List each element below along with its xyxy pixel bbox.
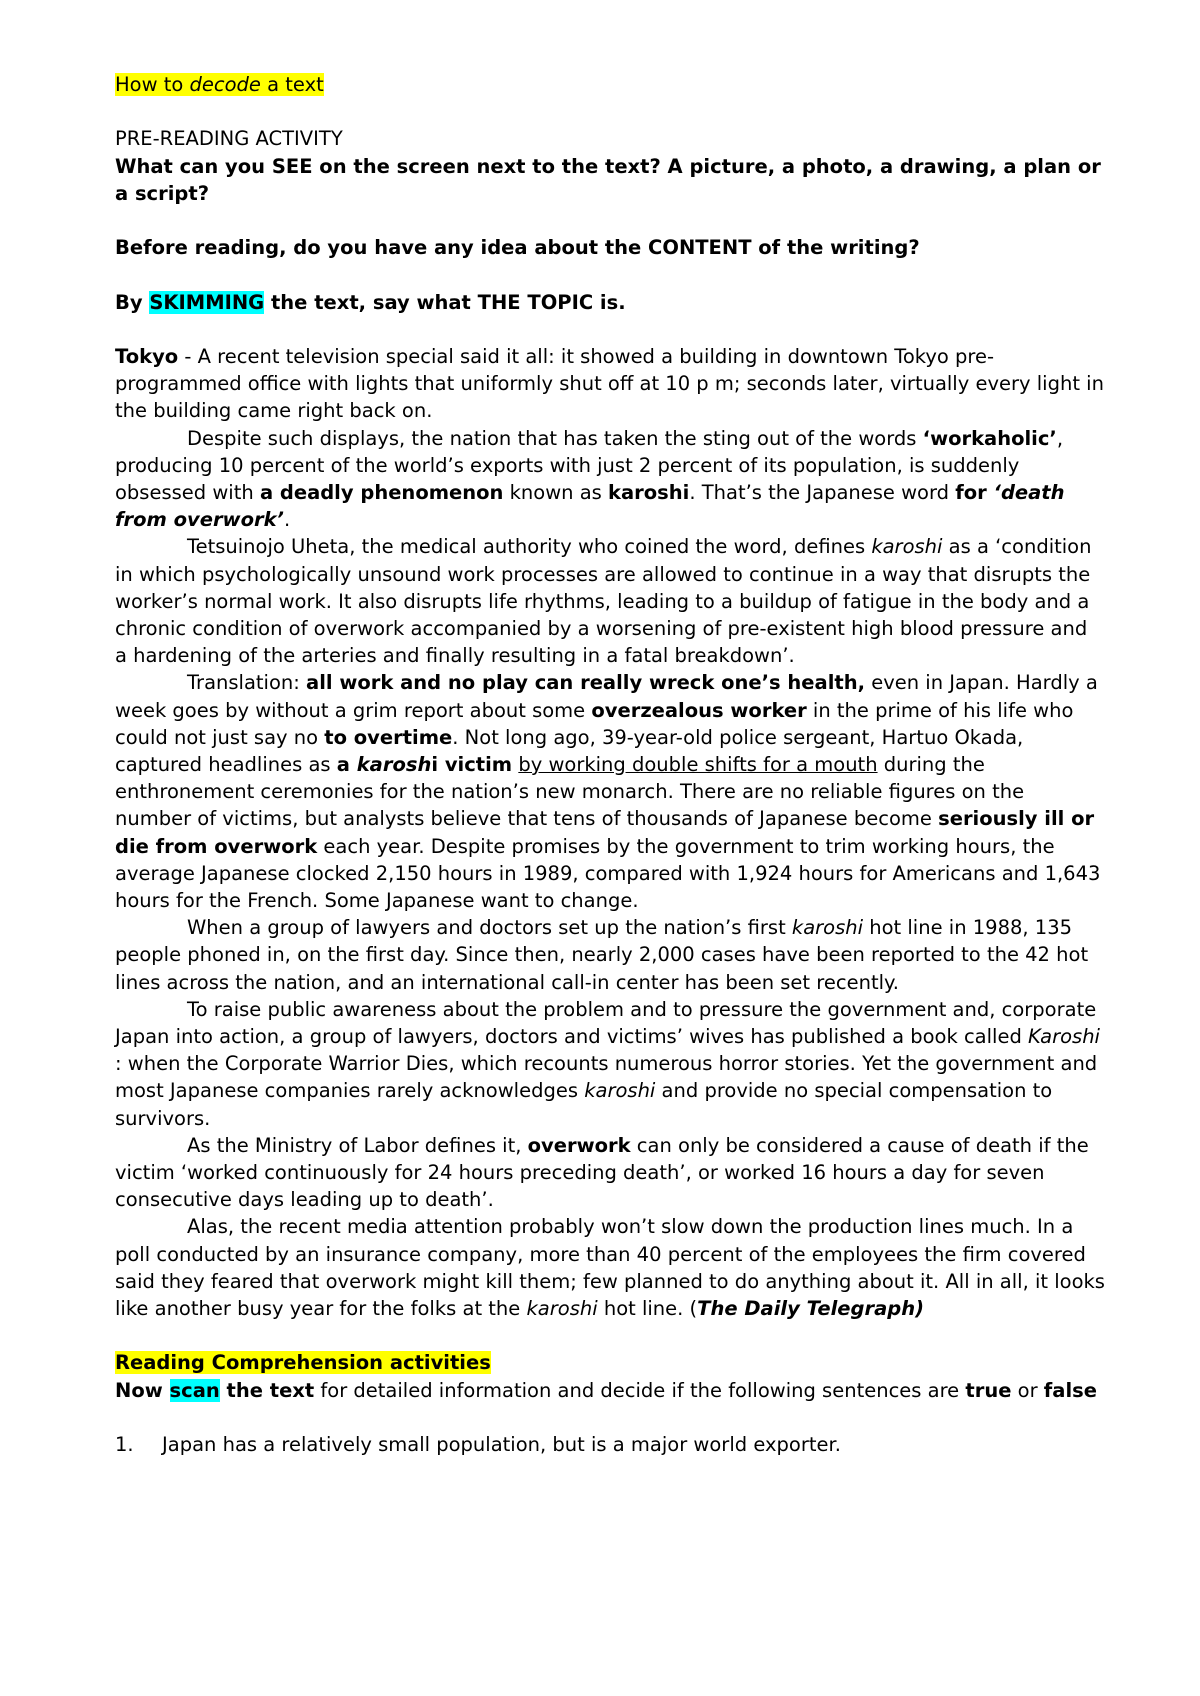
italic-term: karoshi (584, 1079, 656, 1103)
prereading-question-2 (115, 234, 1105, 261)
article-source: The Daily Telegraph) (697, 1297, 924, 1321)
bold-term: Now (115, 1378, 170, 1402)
paragraph-text: Alas, the recent media attention probably won’t slow down the production lines much. In a poll conducted by an insurance company, more than 40 percent of the employees the firm covered said they feared that overwork might kill them; few planned to do anything about it. All in all, it looks like another busy year for the folks at the (115, 1215, 1105, 1321)
paragraph-text: known as (503, 480, 609, 504)
paragraph-text: To raise public awareness about the problem and to pressure the government and, corporate Japan into action, a group of lawyers, doctors and victims’ wives has published a book called (115, 997, 1097, 1049)
underlined-phrase: by working double shifts for a mouth (518, 753, 878, 777)
title-text-start: How to (115, 73, 190, 96)
bold-term: a (336, 753, 357, 777)
paragraph-text: Tetsuinojo Uheta, the medical authority who coined the word, defines (187, 535, 872, 559)
paragraph-text: hot line. ( (597, 1297, 698, 1321)
italic-term: karoshi (526, 1297, 598, 1321)
comprehension-instructions (115, 1377, 1105, 1404)
paragraph-text: during the enthronement ceremonies for the nation’s new monarch. There are no reliable figures on the number of victims, but analysts believe that tens of thousands of Japanese become (115, 753, 1025, 831)
paragraph-text: . Not long ago, 39-year-old police sergeant, Hartuo Okada, captured headlines as (115, 725, 1024, 777)
question-1-text: What can you SEE on the screen next to the text? A picture, a photo, a drawing, a plan or a script? (115, 154, 1101, 205)
question-3-start: By (115, 290, 150, 314)
bold-term: all work and no play can really wreck one’s health, (306, 671, 865, 695)
spacer (115, 1404, 1105, 1431)
paragraph-text: in the prime of his life who could not just say no (115, 698, 1074, 749)
bold-term: for (955, 480, 994, 504)
paragraph-text: , producing 10 percent of the world’s exports with just 2 percent of its population, is suddenly obsessed with (115, 426, 1064, 504)
bold-term: karoshi (608, 480, 690, 504)
spacer (115, 207, 1105, 234)
bold-italic-term: karosh (356, 753, 432, 777)
document-title (115, 71, 1105, 98)
scan-highlight: scan (169, 1378, 220, 1402)
italic-term: karoshi (871, 535, 943, 559)
comprehension-heading-text: Reading Comprehension activities (115, 1351, 491, 1375)
paragraph-text: even in Japan. Hardly a week goes by without a grim report about some (115, 671, 1098, 722)
paragraph-text: . That’s the Japanese word (689, 480, 956, 504)
article-paragraph-7 (115, 1132, 1105, 1214)
article-paragraph-8 (115, 1213, 1105, 1322)
paragraph-text: : when the Corporate Warrior Dies, which recounts numerous horror stories. Yet the government and most Japanese companies rarely acknowledges (115, 1052, 1098, 1103)
paragraph-text: - A recent television special said it all: it showed a building in downtown Tokyo pre-programmed office with lights that uniformly shut off at 10 p m; seconds later, virtually every light in the building came right back on. (115, 344, 1104, 423)
paragraph-text: Translation: (187, 671, 307, 695)
paragraph-text: . (283, 508, 291, 532)
prereading-heading: PRE-READING ACTIVITY (115, 127, 343, 151)
question-3-end: the text, say what THE TOPIC is. (264, 290, 626, 314)
article-paragraph-3 (115, 533, 1105, 669)
paragraph-text: and provide no special compensation to survivors. (115, 1079, 1053, 1130)
paragraph-text: or (1011, 1378, 1044, 1402)
paragraph-text: Despite such displays, the nation that has taken the sting out of the words (187, 426, 923, 450)
title-highlight (115, 73, 324, 96)
statement-list (115, 1431, 1105, 1458)
skimming-highlight: SKIMMING (149, 290, 265, 314)
spacer (115, 261, 1105, 288)
italic-term: Karoshi (1028, 1025, 1100, 1049)
prereading-question-3 (115, 289, 1105, 316)
bold-term: a deadly phenomenon (259, 480, 504, 504)
title-emphasis: decode (189, 73, 261, 96)
article-dateline: Tokyo (115, 344, 179, 368)
list-item-text: Japan has a relatively small population, but is a major world exporter. (162, 1433, 841, 1457)
article-paragraph-2 (115, 425, 1105, 534)
bold-term: seriously ill or die from overwork (115, 807, 1095, 858)
spacer (115, 98, 1105, 125)
list-item (115, 1431, 1105, 1458)
spacer (115, 1322, 1105, 1349)
paragraph-text: hot line in 1988, 135 people phoned in, on the first day. Since then, nearly 2,000 cases have been reported to the 42 hot lines across the nation, and an international call-in center has been set recently. (115, 916, 1089, 994)
title-text-end: a text (260, 73, 324, 96)
bold-term: overwork (527, 1133, 631, 1157)
list-item-number: 1. (115, 1433, 134, 1457)
bold-term: ‘workaholic’ (922, 426, 1057, 450)
italic-term: karoshi (791, 916, 864, 940)
bold-term: true (965, 1378, 1012, 1402)
article-paragraph-5 (115, 914, 1105, 996)
paragraph-text: can only be considered a cause of death if the victim ‘worked continuously for 24 hours preceding death’, or worked 16 hours a day for seven consecutive days leading up to death’. (115, 1133, 1089, 1212)
bold-term: i victim (431, 753, 513, 777)
question-2-text: Before reading, do you have any idea about the CONTENT of the writing? (115, 236, 920, 260)
bold-term: the text (219, 1378, 315, 1402)
bold-term: overzealous worker (591, 698, 807, 722)
comprehension-heading (115, 1349, 1105, 1376)
paragraph-text: each year. Despite promises by the government to trim working hours, the average Japanese clocked 2,150 hours in 1989, compared with 1,924 hours for Americans and 1,643 hours for the French. Some Japanese want to change. (115, 834, 1101, 913)
bold-term: to overtime (324, 725, 453, 749)
paragraph-text: When a group of lawyers and doctors set up the nation’s first (187, 916, 792, 940)
article-paragraph-4 (115, 669, 1105, 914)
article-paragraph-6 (115, 996, 1105, 1132)
paragraph-text: As the Ministry of Labor defines it, (187, 1133, 528, 1157)
bold-italic-term: ‘death from overwork’ (115, 480, 1065, 532)
article-paragraph-1 (115, 343, 1105, 425)
document-body (115, 71, 1105, 1458)
prereading-question-1 (115, 153, 1105, 207)
paragraph-text: as a ‘condition in which psychologically unsound work processes are allowed to continue in a way that disrupts the worker’s normal work. It also disrupts life rhythms, leading to a buildup of fatigue in the body and a chronic condition of overwork accompanied by a worsening of pre-existent high blood pressure and a hardening of the arteries and finally resulting in a fatal breakdown’. (115, 535, 1092, 668)
spacer (115, 316, 1105, 343)
paragraph-text: for detailed information and decide if the following sentences are (314, 1378, 966, 1402)
bold-term: false (1043, 1378, 1097, 1402)
